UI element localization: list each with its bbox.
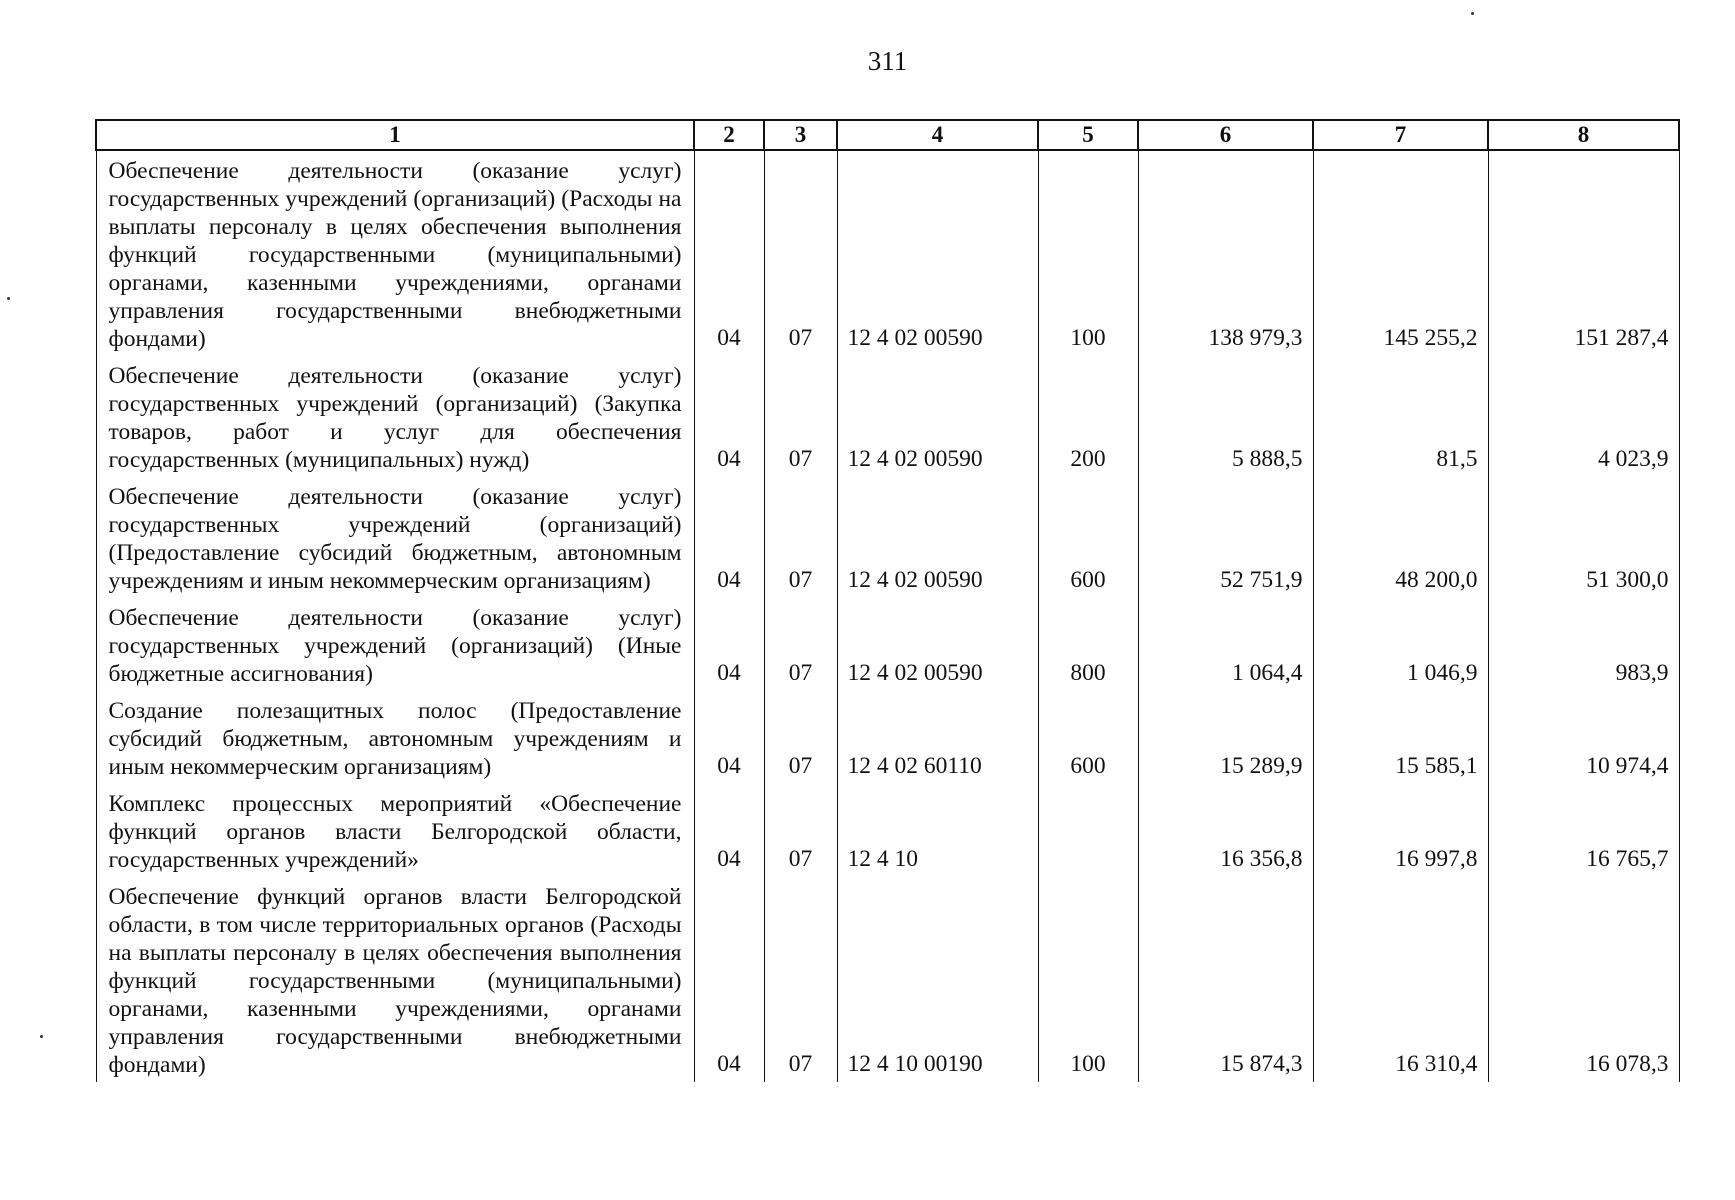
column-header: 8 <box>1488 120 1679 150</box>
expense-name: Обеспечение деятельности (оказание услуг) государственных учреждений (организаций) (Расходы на выплаты персоналу в целях обеспечения выполнения функций государственными (муниципальными) органами, казенными учреждениями, органами управления государственными внебюджетными фондами) <box>96 150 694 356</box>
amount-col-7: 145 255,2 <box>1313 150 1488 356</box>
amount-col-8: 51 300,0 <box>1488 477 1679 598</box>
amount-col-8: 983,9 <box>1488 598 1679 691</box>
target-article-code: 12 4 10 <box>837 784 1038 877</box>
amount-col-7: 16 310,4 <box>1313 877 1488 1082</box>
expense-name: Обеспечение функций органов власти Белгородской области, в том числе территориальных органов (Расходы на выплаты персоналу в целях обеспечения выполнения функций государственными (муниципальными) органами, казенными учреждениями, органами управления государственными внебюджетными фондами) <box>96 877 694 1082</box>
subsection-code: 07 <box>764 598 837 691</box>
subsection-code: 07 <box>764 691 837 784</box>
subsection-code: 07 <box>764 477 837 598</box>
amount-col-7: 15 585,1 <box>1313 691 1488 784</box>
target-article-code: 12 4 02 00590 <box>837 356 1038 477</box>
target-article-code: 12 4 02 60110 <box>837 691 1038 784</box>
expense-type-code: 100 <box>1038 877 1138 1082</box>
amount-col-6: 15 289,9 <box>1138 691 1313 784</box>
amount-col-6: 15 874,3 <box>1138 877 1313 1082</box>
target-article-code: 12 4 02 00590 <box>837 150 1038 356</box>
column-header: 2 <box>694 120 764 150</box>
expense-name: Обеспечение деятельности (оказание услуг) государственных учреждений (организаций) (Предоставление субсидий бюджетным, автономным учреждениям и иным некоммерческим организациям) <box>96 477 694 598</box>
expense-name: Обеспечение деятельности (оказание услуг) государственных учреждений (организаций) (Закупка товаров, работ и услуг для обеспечения государственных (муниципальных) нужд) <box>96 356 694 477</box>
column-header: 4 <box>837 120 1038 150</box>
table-row <box>96 877 1679 1082</box>
amount-col-7: 48 200,0 <box>1313 477 1488 598</box>
amount-col-6: 5 888,5 <box>1138 356 1313 477</box>
page-number: 311 <box>867 46 908 76</box>
budget-table <box>95 119 1680 1082</box>
section-code: 04 <box>694 150 764 356</box>
amount-col-6: 138 979,3 <box>1138 150 1313 356</box>
scan-speck <box>7 297 10 300</box>
table-row <box>96 477 1679 598</box>
column-header: 3 <box>764 120 837 150</box>
section-code: 04 <box>694 877 764 1082</box>
table-row <box>96 598 1679 691</box>
amount-col-6: 1 064,4 <box>1138 598 1313 691</box>
amount-col-7: 16 997,8 <box>1313 784 1488 877</box>
amount-col-7: 81,5 <box>1313 356 1488 477</box>
scan-speck <box>1471 12 1474 15</box>
section-code: 04 <box>694 477 764 598</box>
section-code: 04 <box>694 784 764 877</box>
expense-type-code <box>1038 784 1138 877</box>
column-header: 6 <box>1138 120 1313 150</box>
amount-col-6: 16 356,8 <box>1138 784 1313 877</box>
section-code: 04 <box>694 356 764 477</box>
subsection-code: 07 <box>764 150 837 356</box>
column-header: 1 <box>96 120 694 150</box>
target-article-code: 12 4 02 00590 <box>837 477 1038 598</box>
table-header-row <box>96 120 1679 150</box>
expense-name: Обеспечение деятельности (оказание услуг) государственных учреждений (организаций) (Иные бюджетные ассигнования) <box>96 598 694 691</box>
table-row <box>96 150 1679 356</box>
amount-col-8: 16 765,7 <box>1488 784 1679 877</box>
expense-type-code: 200 <box>1038 356 1138 477</box>
amount-col-8: 10 974,4 <box>1488 691 1679 784</box>
section-code: 04 <box>694 598 764 691</box>
amount-col-6: 52 751,9 <box>1138 477 1313 598</box>
amount-col-8: 4 023,9 <box>1488 356 1679 477</box>
expense-name: Создание полезащитных полос (Предоставление субсидий бюджетным, автономным учреждениям и иным некоммерческим организациям) <box>96 691 694 784</box>
subsection-code: 07 <box>764 356 837 477</box>
expense-type-code: 800 <box>1038 598 1138 691</box>
expense-type-code: 600 <box>1038 691 1138 784</box>
column-header: 5 <box>1038 120 1138 150</box>
subsection-code: 07 <box>764 877 837 1082</box>
table-row <box>96 784 1679 877</box>
table-row <box>96 691 1679 784</box>
target-article-code: 12 4 02 00590 <box>837 598 1038 691</box>
amount-col-8: 151 287,4 <box>1488 150 1679 356</box>
amount-col-8: 16 078,3 <box>1488 877 1679 1082</box>
section-code: 04 <box>694 691 764 784</box>
scan-speck <box>40 1035 43 1038</box>
subsection-code: 07 <box>764 784 837 877</box>
target-article-code: 12 4 10 00190 <box>837 877 1038 1082</box>
table-row <box>96 356 1679 477</box>
column-header: 7 <box>1313 120 1488 150</box>
amount-col-7: 1 046,9 <box>1313 598 1488 691</box>
expense-type-code: 600 <box>1038 477 1138 598</box>
expense-type-code: 100 <box>1038 150 1138 356</box>
expense-name: Комплекс процессных мероприятий «Обеспечение функций органов власти Белгородской области, государственных учреждений» <box>96 784 694 877</box>
